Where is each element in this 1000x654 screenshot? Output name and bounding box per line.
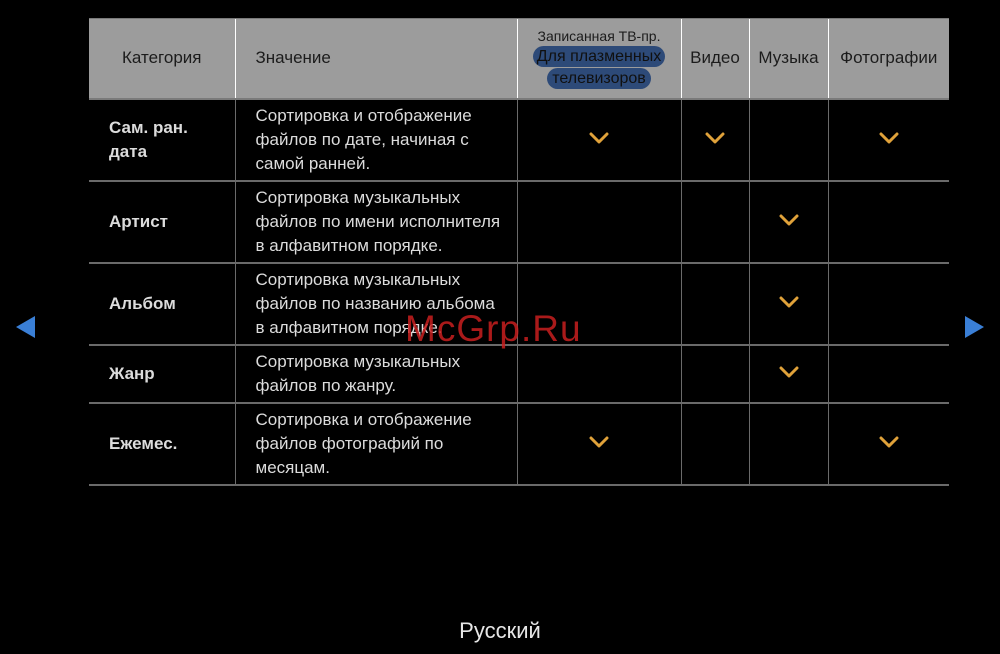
header-recorded-tv-note-line1: Для плазменных xyxy=(533,46,665,67)
cell-video xyxy=(681,181,749,263)
cell-photos xyxy=(828,263,949,345)
header-music: Музыка xyxy=(749,19,828,99)
row-category-line: Альбом xyxy=(109,293,176,313)
cell-photos xyxy=(828,181,949,263)
cell-photos xyxy=(828,403,949,485)
cell-music xyxy=(749,345,828,403)
header-recorded-tv-title: Записанная ТВ-пр. xyxy=(537,27,661,44)
watermark: McGrp.Ru xyxy=(405,308,582,349)
chevron-check-icon xyxy=(779,365,799,379)
cell-recorded-tv xyxy=(517,345,681,403)
chevron-check-icon xyxy=(779,213,799,227)
row-category-line: Жанр xyxy=(109,363,155,383)
row-description-line: файлов по названию альбома xyxy=(255,293,495,313)
cell-video xyxy=(681,403,749,485)
row-description-line: Сортировка музыкальных xyxy=(255,269,461,289)
cell-music xyxy=(749,263,828,345)
row-category xyxy=(89,403,235,485)
table-row xyxy=(89,403,949,485)
table-header-row xyxy=(89,19,949,99)
cell-music xyxy=(749,99,828,181)
cell-video xyxy=(681,263,749,345)
header-recorded-tv xyxy=(517,19,681,99)
cell-recorded-tv xyxy=(517,403,681,485)
triangle-right-icon[interactable] xyxy=(965,316,984,338)
row-description-line: Сортировка и отображение xyxy=(255,409,472,429)
table-row xyxy=(89,181,949,263)
chevron-check-icon xyxy=(589,435,609,449)
cell-video xyxy=(681,345,749,403)
table-body xyxy=(89,99,949,485)
row-description-line: файлов по жанру. xyxy=(255,375,397,395)
row-description-line: Сортировка музыкальных xyxy=(255,351,461,371)
chevron-check-icon xyxy=(705,131,725,145)
table-row xyxy=(89,99,949,181)
row-description-line: Сортировка музыкальных xyxy=(255,187,461,207)
row-description-line: в алфавитном порядке. xyxy=(255,317,443,337)
row-description-line: самой ранней. xyxy=(255,153,371,173)
row-description xyxy=(235,403,517,485)
cell-music xyxy=(749,403,828,485)
row-description-line: месяцам. xyxy=(255,457,330,477)
cell-video xyxy=(681,99,749,181)
row-description-line: файлов фотографий по xyxy=(255,433,444,453)
row-category-line: Ежемес. xyxy=(109,433,178,453)
chevron-check-icon xyxy=(879,435,899,449)
row-category-line: дата xyxy=(109,141,148,161)
cell-photos xyxy=(828,99,949,181)
footer-language: Русский xyxy=(459,618,541,643)
table-row xyxy=(89,345,949,403)
cell-photos xyxy=(828,345,949,403)
row-description-line: в алфавитном порядке. xyxy=(255,235,443,255)
row-description xyxy=(235,181,517,263)
row-category xyxy=(89,345,235,403)
header-video: Видео xyxy=(681,19,749,99)
cell-recorded-tv xyxy=(517,181,681,263)
row-category-line: Сам. ран. xyxy=(109,117,188,137)
row-category xyxy=(89,263,235,345)
chevron-check-icon xyxy=(879,131,899,145)
cell-recorded-tv xyxy=(517,99,681,181)
row-description xyxy=(235,99,517,181)
row-description-line: файлов по имени исполнителя xyxy=(255,211,501,231)
cell-music xyxy=(749,181,828,263)
row-category-line: Артист xyxy=(109,211,168,231)
sort-options-table xyxy=(89,18,949,486)
triangle-left-icon[interactable] xyxy=(16,316,35,338)
header-photos: Фотографии xyxy=(828,19,949,99)
row-description-line: Сортировка и отображение xyxy=(255,105,472,125)
header-recorded-tv-note-line2: телевизоров xyxy=(547,68,651,89)
chevron-check-icon xyxy=(779,295,799,309)
header-category: Категория xyxy=(89,19,235,99)
row-description-line: файлов по дате, начиная с xyxy=(255,129,469,149)
row-category xyxy=(89,99,235,181)
row-category xyxy=(89,181,235,263)
chevron-check-icon xyxy=(589,131,609,145)
header-value: Значение xyxy=(235,19,517,99)
row-description xyxy=(235,345,517,403)
